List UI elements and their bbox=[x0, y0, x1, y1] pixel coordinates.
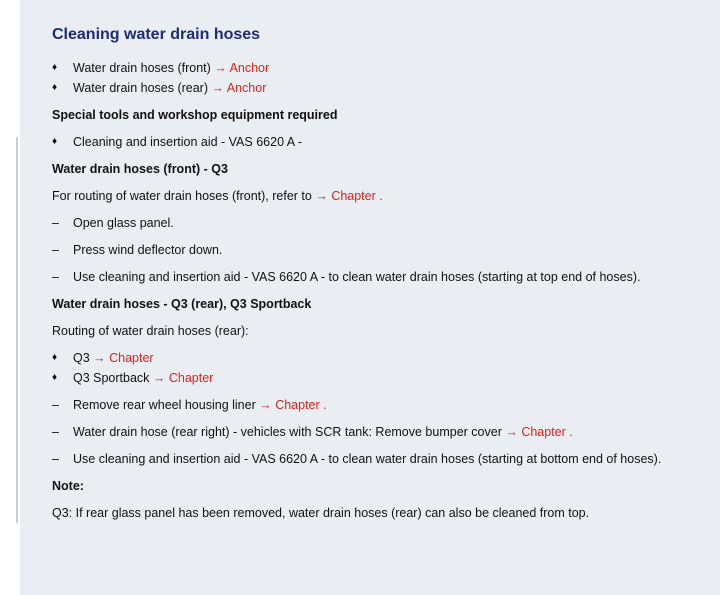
front-step-2 bbox=[52, 240, 700, 260]
note-heading: Note: bbox=[52, 479, 84, 493]
chapter-link-sportback[interactable]: → Chapter bbox=[152, 371, 214, 385]
chapter-link-q3[interactable]: → Chapter bbox=[93, 351, 154, 365]
page-title: Cleaning water drain hoses bbox=[52, 26, 261, 43]
diamond-bullet-icon: ♦ bbox=[52, 136, 58, 147]
routing-item-label: Q3 bbox=[73, 351, 94, 365]
overview-item-label: Water drain hoses (front) bbox=[73, 61, 215, 75]
link-suffix: . bbox=[565, 425, 573, 439]
chapter-link-wheel-housing[interactable]: → Chapter bbox=[259, 398, 320, 412]
rear-routing-item-sportback bbox=[52, 368, 700, 388]
overview-item-front bbox=[52, 58, 700, 78]
step-label: Water drain hose (rear right) - vehicles with SCR tank: Remove bumper cover bbox=[73, 425, 506, 439]
chapter-link-front-routing[interactable]: → Chapter bbox=[315, 189, 376, 203]
dash-bullet: – bbox=[52, 452, 59, 466]
chapter-link-bumper-cover[interactable]: → Chapter bbox=[505, 425, 566, 439]
dash-bullet: – bbox=[52, 270, 59, 284]
rear-hoses-heading: Water drain hoses - Q3 (rear), Q3 Sportback bbox=[52, 297, 312, 311]
special-tools-heading: Special tools and workshop equipment required bbox=[52, 108, 338, 122]
front-step-3 bbox=[52, 267, 700, 287]
rear-routing-text: Routing of water drain hoses (rear): bbox=[52, 324, 249, 338]
diamond-bullet-icon: ♦ bbox=[52, 62, 58, 73]
overview-item-label: Water drain hoses (rear) bbox=[73, 81, 212, 95]
note-text: Q3: If rear glass panel has been removed, water drain hoses (rear) can also be cleaned from top. bbox=[52, 506, 590, 520]
step-label: Open glass panel. bbox=[73, 216, 174, 230]
rear-routing-item-q3 bbox=[52, 348, 700, 368]
document-content bbox=[52, 24, 700, 530]
routing-item-label: Q3 Sportback bbox=[73, 371, 153, 385]
special-tool-label: Cleaning and insertion aid - VAS 6620 A - bbox=[73, 135, 303, 149]
special-tool-item bbox=[52, 132, 700, 152]
overview-item-rear bbox=[52, 78, 700, 98]
link-suffix: . bbox=[319, 398, 327, 412]
diamond-bullet-icon: ♦ bbox=[52, 82, 58, 93]
diamond-bullet-icon: ♦ bbox=[52, 352, 58, 363]
link-suffix: . bbox=[375, 189, 383, 203]
step-label: Use cleaning and insertion aid - VAS 6620 A - to clean water drain hoses (starting at top end of hoses). bbox=[73, 270, 641, 284]
document-page bbox=[20, 0, 720, 595]
dash-bullet: – bbox=[52, 243, 59, 257]
anchor-link-front[interactable]: → Anchor bbox=[214, 61, 270, 75]
front-routing-label: For routing of water drain hoses (front), refer to bbox=[52, 189, 316, 203]
rear-step-2 bbox=[52, 422, 700, 442]
left-margin-rule bbox=[16, 137, 18, 523]
diamond-bullet-icon: ♦ bbox=[52, 372, 58, 383]
dash-bullet: – bbox=[52, 425, 59, 439]
front-step-1 bbox=[52, 213, 700, 233]
dash-bullet: – bbox=[52, 398, 59, 412]
front-hoses-heading: Water drain hoses (front) - Q3 bbox=[52, 162, 228, 176]
rear-step-1 bbox=[52, 395, 700, 415]
step-label: Remove rear wheel housing liner bbox=[73, 398, 260, 412]
anchor-link-rear[interactable]: → Anchor bbox=[211, 81, 267, 95]
front-routing-text bbox=[52, 186, 700, 206]
step-label: Press wind deflector down. bbox=[73, 243, 223, 257]
step-label: Use cleaning and insertion aid - VAS 6620 A - to clean water drain hoses (starting at bottom end of hoses). bbox=[73, 452, 662, 466]
rear-step-3 bbox=[52, 449, 700, 469]
dash-bullet: – bbox=[52, 216, 59, 230]
